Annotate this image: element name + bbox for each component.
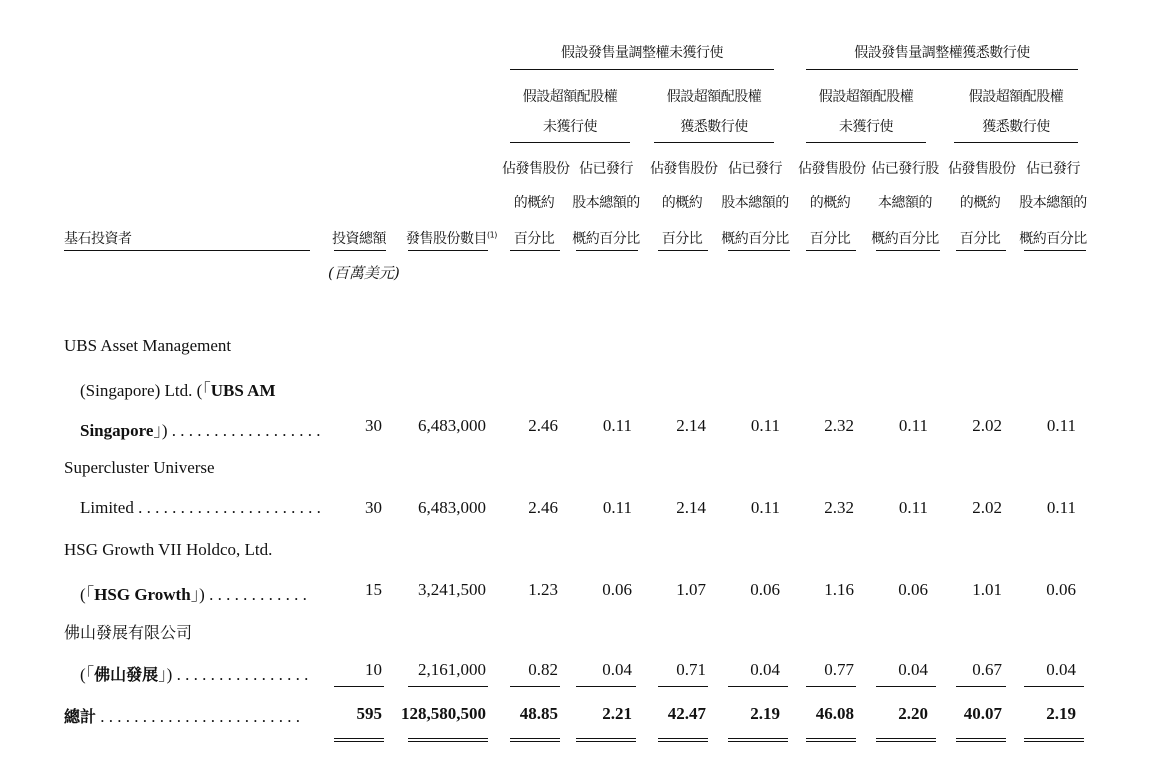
pct-cell: 0.11	[602, 498, 632, 517]
total-double-rule	[876, 738, 936, 742]
pct-offer-header-l1: 佔發售股份	[798, 161, 866, 177]
pct-issued-header-l3: 概約百分比	[1019, 231, 1087, 247]
pct-offer-header-l3: 百分比	[513, 231, 555, 247]
pct-cell: 0.11	[602, 416, 632, 435]
total-pct-cell: 40.07	[963, 704, 1002, 723]
pct-cell: 0.04	[1046, 660, 1076, 679]
pct-issued-header-l3: 概約百分比	[721, 231, 789, 247]
column-underline	[576, 250, 638, 251]
pct-cell: 0.11	[898, 416, 928, 435]
pct-issued-header-l1: 佔已發行	[579, 161, 633, 177]
pct-cell: 0.06	[1046, 580, 1076, 599]
pct-cell: 0.04	[750, 660, 780, 679]
total-shares: 128,580,500	[401, 704, 486, 723]
column-underline	[728, 250, 790, 251]
investor-name-line: HSG Growth VII Holdco, Ltd.	[64, 540, 273, 559]
total-double-rule	[510, 738, 560, 742]
investor-name-line: Supercluster Universe	[64, 458, 215, 477]
pct-cell: 2.46	[528, 498, 558, 517]
pct-issued-header-l2: 本總額的	[878, 195, 932, 211]
total-pct-cell: 2.20	[898, 704, 928, 723]
total-double-rule	[334, 738, 384, 742]
pct-issued-header-l1: 佔已發行股	[871, 161, 939, 177]
total-double-rule	[408, 738, 488, 742]
subheader-fully-exercised-line1: 假設超額配股權	[666, 89, 762, 105]
shares-cell: 6,483,000	[418, 416, 486, 435]
pct-cell: 0.11	[750, 416, 780, 435]
pct-offer-header-l1: 佔發售股份	[502, 161, 570, 177]
pct-cell: 0.82	[528, 660, 558, 679]
pct-cell: 2.46	[528, 416, 558, 435]
pct-issued-header-l2: 股本總額的	[572, 195, 640, 211]
pct-cell: 2.02	[972, 416, 1002, 435]
pct-cell: 2.32	[824, 416, 854, 435]
investment-cell: 30	[365, 416, 382, 435]
subtotal-rule	[658, 686, 708, 687]
pct-cell: 2.02	[972, 498, 1002, 517]
subtotal-rule	[408, 686, 488, 687]
subtotal-rule	[956, 686, 1006, 687]
pct-cell: 2.14	[676, 498, 706, 517]
pct-cell: 0.06	[898, 580, 928, 599]
total-label: 總計 . . . . . . . . . . . . . . . . . . . . . . . .	[64, 707, 301, 726]
group-header-not-exercised: 假設發售量調整權未獲行使	[561, 45, 723, 61]
total-double-rule	[576, 738, 636, 742]
subheader-fully-exercised-line2: 獲悉數行使	[680, 119, 748, 135]
column-underline	[956, 250, 1006, 251]
total-pct-cell: 42.47	[667, 704, 706, 723]
subtotal-rule	[510, 686, 560, 687]
pct-offer-header-l1: 佔發售股份	[650, 161, 718, 177]
investor-name-line: 佛山發展有限公司	[64, 623, 193, 642]
group-header-fully-exercised: 假設發售量調整權獲悉數行使	[854, 45, 1030, 61]
investor-name-line: Limited . . . . . . . . . . . . . . . . . . . . . .	[80, 498, 321, 517]
pct-cell: 1.23	[528, 580, 558, 599]
pct-offer-header-l3: 百分比	[661, 231, 703, 247]
pct-issued-header-l2: 股本總額的	[1019, 195, 1087, 211]
subheader-not-exercised-line1: 假設超額配股權	[522, 89, 618, 105]
pct-cell: 0.04	[602, 660, 632, 679]
investment-cell: 10	[365, 660, 382, 679]
pct-issued-header-l1: 佔已發行	[728, 161, 782, 177]
group-underline	[510, 69, 774, 70]
column-underline	[876, 250, 940, 251]
unit-label: (百萬美元)	[328, 264, 400, 282]
total-double-rule	[956, 738, 1006, 742]
total-pct-cell: 46.08	[815, 704, 854, 723]
investment-cell: 30	[365, 498, 382, 517]
pct-issued-header-l3: 概約百分比	[572, 231, 640, 247]
pct-cell: 1.07	[676, 580, 706, 599]
subheader-not-exercised-line2: 未獲行使	[839, 119, 893, 135]
subtotal-rule	[728, 686, 788, 687]
investor-name-line: UBS Asset Management	[64, 336, 232, 355]
investor-name-line: (「HSG Growth」) . . . . . . . . . . . .	[80, 585, 307, 604]
column-underline	[408, 250, 488, 251]
subheader-underline	[806, 142, 926, 143]
pct-issued-header-l1: 佔已發行	[1026, 161, 1080, 177]
subheader-fully-exercised-line1: 假設超額配股權	[968, 89, 1064, 105]
column-underline	[510, 250, 560, 251]
subtotal-rule	[1024, 686, 1084, 687]
pct-offer-header-l2: 的概約	[661, 195, 703, 211]
pct-cell: 0.04	[898, 660, 928, 679]
total-double-rule	[728, 738, 788, 742]
pct-issued-header-l3: 概約百分比	[871, 231, 939, 247]
group-underline	[806, 69, 1078, 70]
total-pct-cell: 2.19	[1046, 704, 1076, 723]
column-header-investment: 投資總額	[332, 231, 386, 247]
subheader-not-exercised-line2: 未獲行使	[543, 119, 597, 135]
pct-offer-header-l2: 的概約	[809, 195, 851, 211]
investor-name-line: (「佛山發展」) . . . . . . . . . . . . . . . .	[80, 665, 309, 684]
subtotal-rule	[806, 686, 856, 687]
pct-cell: 1.01	[972, 580, 1002, 599]
shares-cell: 3,241,500	[418, 580, 486, 599]
pct-cell: 0.11	[1046, 498, 1076, 517]
shares-cell: 6,483,000	[418, 498, 486, 517]
pct-offer-header-l2: 的概約	[513, 195, 555, 211]
pct-cell: 0.67	[972, 660, 1002, 679]
column-underline	[658, 250, 708, 251]
pct-cell: 0.11	[1046, 416, 1076, 435]
column-underline	[64, 250, 310, 251]
pct-cell: 0.06	[750, 580, 780, 599]
investment-cell: 15	[365, 580, 382, 599]
subheader-underline	[654, 142, 774, 143]
subtotal-rule	[334, 686, 384, 687]
total-pct-cell: 2.19	[750, 704, 780, 723]
column-header-shares: 發售股份數目$^{(1)}$	[406, 230, 497, 247]
subtotal-rule	[576, 686, 636, 687]
pct-cell: 0.11	[750, 498, 780, 517]
shares-cell: 2,161,000	[418, 660, 486, 679]
pct-cell: 0.06	[602, 580, 632, 599]
total-double-rule	[658, 738, 708, 742]
total-pct-cell: 48.85	[519, 704, 558, 723]
total-investment: 595	[356, 704, 382, 723]
column-header-investor: 基石投資者	[64, 231, 132, 247]
subheader-fully-exercised-line2: 獲悉數行使	[982, 119, 1050, 135]
pct-cell: 2.14	[676, 416, 706, 435]
subheader-underline	[510, 142, 630, 143]
pct-cell: 0.11	[898, 498, 928, 517]
pct-cell: 2.32	[824, 498, 854, 517]
pct-cell: 0.77	[824, 660, 854, 679]
pct-cell: 0.71	[676, 660, 706, 679]
total-double-rule	[1024, 738, 1084, 742]
pct-issued-header-l2: 股本總額的	[721, 195, 789, 211]
pct-offer-header-l2: 的概約	[959, 195, 1001, 211]
subheader-not-exercised-line1: 假設超額配股權	[818, 89, 914, 105]
total-double-rule	[806, 738, 856, 742]
total-pct-cell: 2.21	[602, 704, 632, 723]
subtotal-rule	[876, 686, 936, 687]
investor-name-line: Singapore」) . . . . . . . . . . . . . . . . . .	[80, 421, 321, 440]
pct-cell: 1.16	[824, 580, 854, 599]
subheader-underline	[954, 142, 1078, 143]
investor-name-line: (Singapore) Ltd. (「UBS AM	[80, 381, 276, 400]
column-underline	[806, 250, 856, 251]
column-underline	[334, 250, 386, 251]
pct-offer-header-l3: 百分比	[959, 231, 1001, 247]
pct-offer-header-l1: 佔發售股份	[948, 161, 1016, 177]
pct-offer-header-l3: 百分比	[809, 231, 851, 247]
column-underline	[1024, 250, 1086, 251]
